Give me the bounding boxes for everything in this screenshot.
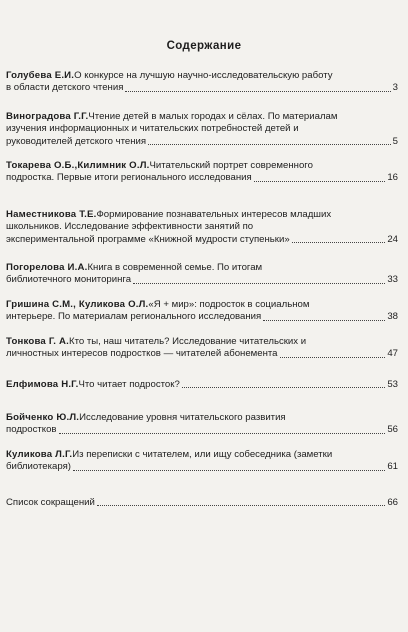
toc-entry-author: Тонкова Г. А.	[6, 336, 69, 347]
toc-entry-line	[6, 348, 398, 360]
toc-entry	[6, 209, 398, 246]
toc-entry-title: Список сокращений	[6, 497, 95, 508]
toc-entry-line	[6, 274, 398, 286]
toc-entry-line	[6, 82, 398, 94]
toc-entry	[6, 449, 398, 474]
toc-entry-line	[6, 424, 398, 436]
toc-entry-author: Голубева Е.И.	[6, 70, 75, 81]
toc-entry	[6, 262, 398, 287]
toc-entry-page-number: 5	[392, 135, 398, 147]
toc-entry-line	[6, 111, 398, 123]
toc-entry	[6, 70, 398, 95]
toc-entry	[6, 412, 398, 437]
toc-entry-author: Токарева О.Б.,Килимник О.Л.	[6, 160, 150, 171]
toc-entry-title: интерьере. По материалам регионального исследования	[6, 311, 262, 323]
toc-leader-dots	[292, 242, 386, 243]
toc-entry	[6, 111, 398, 148]
toc-entry	[6, 379, 398, 391]
toc-entry-page-number: 47	[387, 348, 398, 360]
toc-entry-title: изучения информационных и читательских потребностей детей и	[6, 123, 299, 135]
toc-entry-title: личностных интересов подростков — читателей абонемента	[6, 348, 278, 360]
toc-entry-line	[6, 172, 398, 184]
toc-entry-title: Кто ты, наш читатель? Исследование читательских и	[68, 336, 307, 347]
toc-entry-line	[6, 70, 398, 82]
toc-entry-title: Читательский портрет современного	[149, 160, 313, 171]
toc-entry	[6, 336, 398, 361]
toc-entry-title: Чтение детей в малых городах и сёлах. По материалам	[88, 111, 338, 122]
toc-entry-page-number: 53	[387, 379, 398, 390]
toc-leader-dots	[280, 357, 386, 358]
toc-entry-title: Формирование познавательных интересов младших	[96, 209, 332, 220]
toc-entry-author: Бойченко Ю.Л.	[6, 412, 80, 423]
toc-entry-title: Что читает подросток?	[78, 379, 180, 390]
toc-leader-dots	[263, 320, 385, 321]
toc-leader-dots	[148, 144, 391, 145]
toc-entry-line	[6, 160, 398, 172]
toc-entry-page-number: 33	[387, 274, 398, 286]
toc-entry-title: Из переписки с читателем, или ищу собеседника (заметки	[72, 449, 333, 460]
toc-entry-line	[6, 209, 398, 221]
toc-entry-title: библиотечного мониторинга	[6, 274, 132, 286]
toc-leader-dots	[133, 283, 385, 284]
toc-entry-author: Виноградова Г.Г.	[6, 111, 89, 122]
toc-entry-author: Гришина С.М., Куликова О.Л.	[6, 299, 149, 310]
toc-leader-dots	[97, 505, 385, 506]
toc-entry-page-number: 24	[387, 233, 398, 245]
toc-entry	[6, 497, 398, 509]
toc-leader-dots	[73, 470, 385, 471]
toc-entry-page-number: 3	[392, 82, 398, 94]
toc-entry-title: библиотекаря)	[6, 461, 71, 473]
toc-leader-dots	[182, 387, 386, 388]
toc-entry-title: Исследование уровня читательского развития	[79, 412, 286, 423]
toc-entry-line	[6, 311, 398, 323]
toc-entry-line	[6, 221, 398, 233]
toc-entry-line	[6, 336, 398, 348]
toc-entry-line	[6, 461, 398, 473]
toc-entry-page-number: 56	[387, 424, 398, 436]
toc-leader-dots	[254, 181, 386, 182]
toc-entry-title: школьников. Исследование эффективности занятий по	[6, 221, 254, 233]
toc-entry-line	[6, 379, 398, 391]
toc-entry-page-number: 16	[387, 172, 398, 184]
toc-entry-page-number: 61	[387, 461, 398, 473]
toc-entry-title: подростка. Первые итоги регионального исследования	[6, 172, 252, 184]
toc-entry-title: «Я + мир»: подросток в социальном	[148, 299, 310, 310]
toc-leader-dots	[59, 433, 386, 434]
toc-entry-title: в области детского чтения	[6, 82, 124, 94]
toc-entry-line	[6, 123, 398, 135]
toc-leader-dots	[125, 91, 390, 92]
toc-entry-page-number: 38	[387, 311, 398, 323]
toc-entry-line	[6, 412, 398, 424]
toc-entry-line	[6, 262, 398, 274]
toc-entry-author: Наместникова Т.Е.	[6, 209, 97, 220]
toc-entry-author: Куликова Л.Г.	[6, 449, 73, 460]
toc-entry	[6, 299, 398, 324]
toc-entry-title: подростков	[6, 424, 57, 436]
toc-entry-page-number: 66	[387, 497, 398, 508]
toc-entry-line	[6, 299, 398, 311]
toc-entry-author: Елфимова Н.Г.	[6, 379, 79, 390]
toc-entry-title: Книга в современной семье. По итогам	[87, 262, 263, 273]
toc-entry-title: руководителей детского чтения	[6, 135, 147, 147]
toc-entry-title: О конкурсе на лучшую научно-исследовательскую работу	[74, 70, 333, 81]
toc-entry-line	[6, 234, 398, 246]
toc-entry-line	[6, 497, 398, 509]
toc-entry-line	[6, 136, 398, 148]
toc-entry-line	[6, 449, 398, 461]
toc-entry-author: Погорелова И.А.	[6, 262, 88, 273]
page-title: Содержание	[166, 40, 242, 52]
toc-entry-title: экспериментальной программе «Книжной мудрости ступеньки»	[6, 233, 290, 245]
toc-entry	[6, 160, 398, 185]
